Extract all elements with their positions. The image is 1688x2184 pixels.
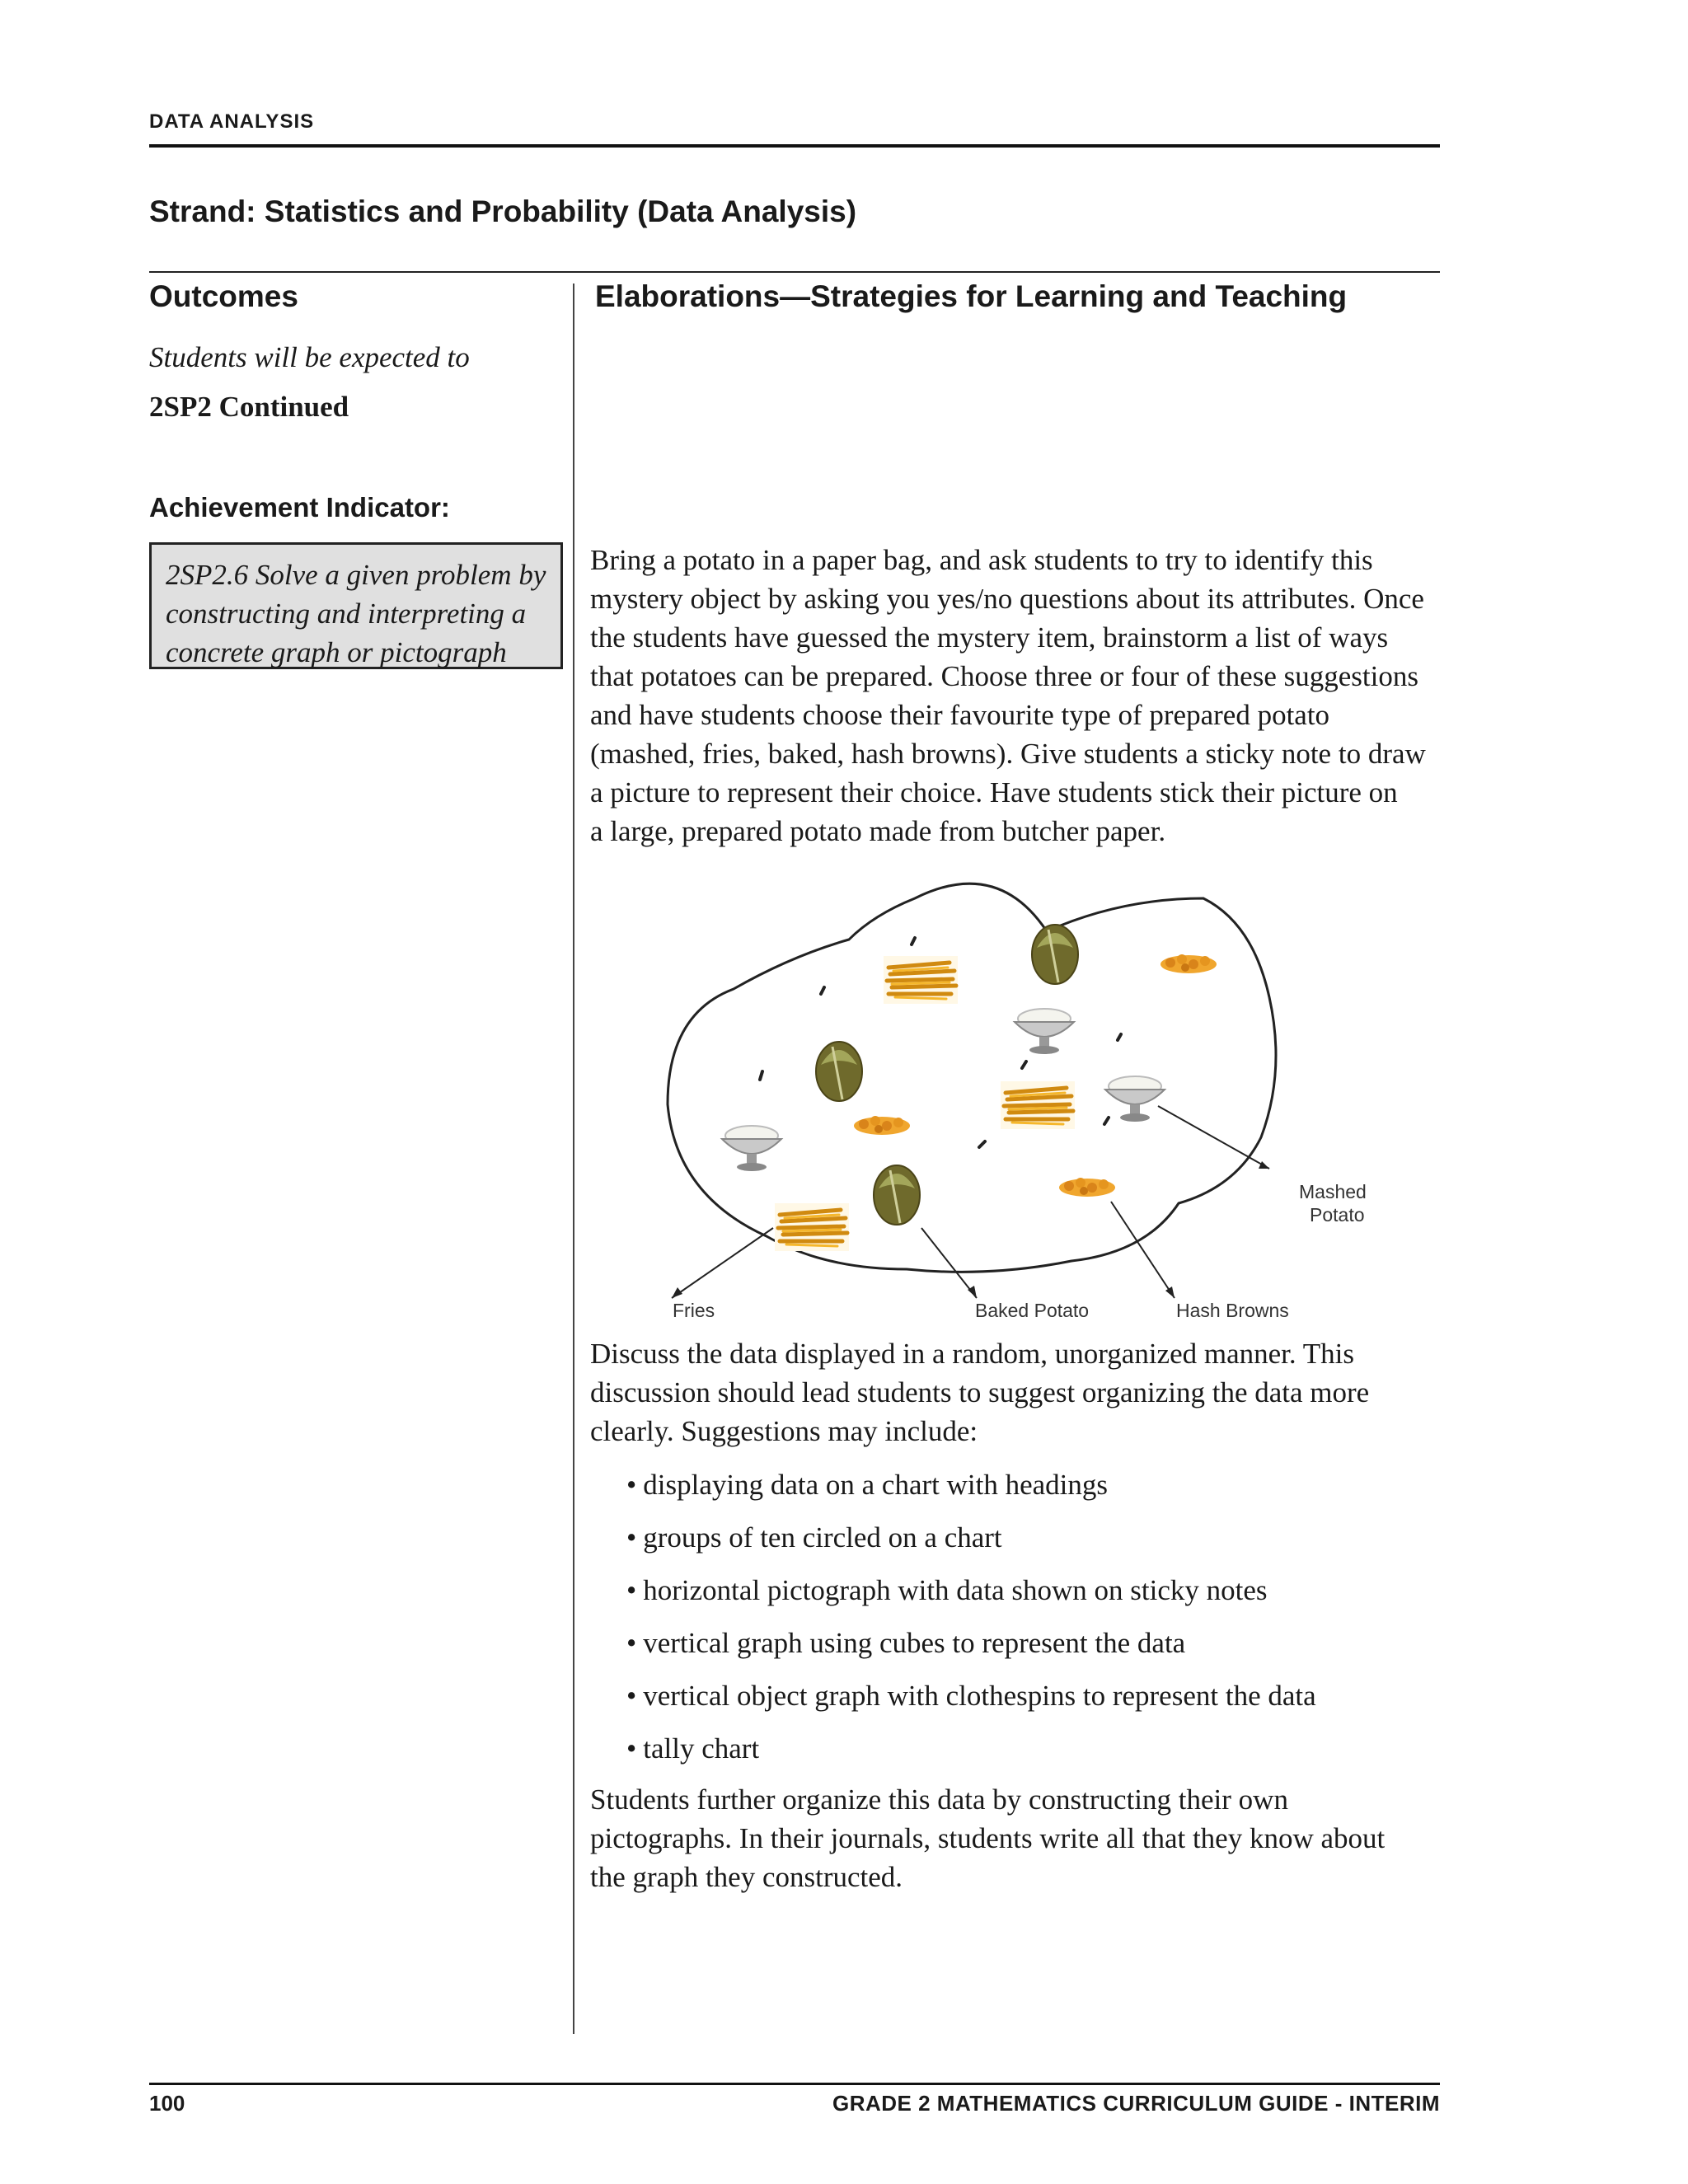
baked-potato-label: Baked Potato (975, 1300, 1090, 1321)
expected-text: Students will be expected to (149, 341, 470, 373)
hash-browns-picture (1059, 1178, 1115, 1197)
text-line: a large, prepared potato made from butcher paper. (590, 815, 1166, 847)
outcome-code: 2SP2 Continued (149, 391, 349, 423)
list-item-text: tally chart (643, 1732, 760, 1765)
text-line: clearly. Suggestions may include: (590, 1415, 978, 1447)
text-line: the students have guessed the mystery item, brainstorm a list of ways (590, 621, 1389, 654)
text-line: Discuss the data displayed in a random, unorganized manner. This (590, 1338, 1354, 1370)
fries-picture (1001, 1081, 1075, 1129)
text-line: (mashed, fries, baked, hash browns). Give students a sticky note to draw (590, 738, 1426, 770)
mashed-potato-picture (1105, 1076, 1165, 1122)
baked-potato-picture (1032, 925, 1078, 984)
list-item-text: vertical graph using cubes to represent the data (643, 1627, 1186, 1659)
column-divider (573, 284, 574, 2034)
list-item-text: vertical object graph with clothespins to represent the data (643, 1680, 1316, 1712)
fries-picture (884, 956, 958, 1004)
indicator-line: concrete graph or pictograph (166, 636, 507, 668)
outcomes-heading: Outcomes (149, 279, 298, 313)
baked-potato-picture (874, 1165, 920, 1225)
hash-browns-label: Hash Browns (1176, 1300, 1289, 1321)
list-item-text: horizontal pictograph with data shown on sticky notes (643, 1574, 1268, 1606)
text-line: pictographs. In their journals, students write all that they know about (590, 1822, 1386, 1854)
text-line: and have students choose their favourite type of prepared potato (590, 699, 1330, 731)
hash-browns-picture (854, 1116, 910, 1135)
text-line: that potatoes can be prepared. Choose three or four of these suggestions (590, 660, 1418, 692)
list-item-text: displaying data on a chart with headings (643, 1469, 1109, 1501)
page-number: 100 (149, 2091, 185, 2116)
text-line: Students further organize this data by constructing their own (590, 1783, 1288, 1816)
list-item: • groups of ten circled on a chart (626, 1521, 1002, 1554)
mashed-potato-label: Potato (1310, 1204, 1365, 1226)
fries-picture (775, 1203, 849, 1251)
closing-paragraph (590, 1780, 1447, 1896)
list-item: • vertical graph using cubes to represent the data (626, 1627, 1186, 1659)
achievement-heading: Achievement Indicator: (149, 492, 450, 523)
fries-label: Fries (673, 1300, 715, 1321)
text-line: mystery object by asking you yes/no questions about its attributes. Once (590, 583, 1424, 615)
list-item: • displaying data on a chart with headings (626, 1469, 1109, 1501)
text-line: a picture to represent their choice. Have students stick their picture on (590, 776, 1398, 808)
strand-title: Strand: Statistics and Probability (Data Analysis) (149, 194, 857, 228)
strand-rule (149, 271, 1440, 273)
indicator-line: 2SP2.6 Solve a given problem by (166, 559, 546, 591)
list-item-text: groups of ten circled on a chart (643, 1521, 1002, 1554)
indicator-line: constructing and interpreting a (166, 598, 527, 630)
suggestion-list (626, 1465, 1316, 1782)
header-rule (149, 144, 1440, 148)
potato-illustration (659, 865, 1401, 1327)
text-line: the graph they constructed. (590, 1861, 903, 1893)
footer-rule (149, 2083, 1440, 2085)
list-item: • vertical object graph with clothespins to represent the data (626, 1680, 1316, 1712)
elaborations-heading: Elaborations—Strategies for Learning and Teaching (595, 279, 1348, 313)
mashed-potato-picture (1015, 1009, 1074, 1054)
list-item: • horizontal pictograph with data shown on sticky notes (626, 1574, 1268, 1606)
text-line: discussion should lead students to suggest organizing the data more (590, 1376, 1370, 1408)
baked-potato-picture (816, 1042, 862, 1101)
mashed-potato-picture (722, 1126, 781, 1171)
hash-browns-picture (1160, 954, 1217, 973)
discussion-paragraph (590, 1334, 1447, 1451)
text-line: Bring a potato in a paper bag, and ask students to try to identify this (590, 544, 1373, 576)
achievement-indicator-box (149, 542, 563, 669)
footer-guide-title: GRADE 2 MATHEMATICS CURRICULUM GUIDE - INTERIM (832, 2091, 1440, 2116)
list-item: • tally chart (626, 1732, 760, 1765)
intro-paragraph (590, 541, 1447, 851)
running-head: DATA ANALYSIS (149, 110, 315, 133)
mashed-potato-label: Mashed (1299, 1181, 1367, 1202)
